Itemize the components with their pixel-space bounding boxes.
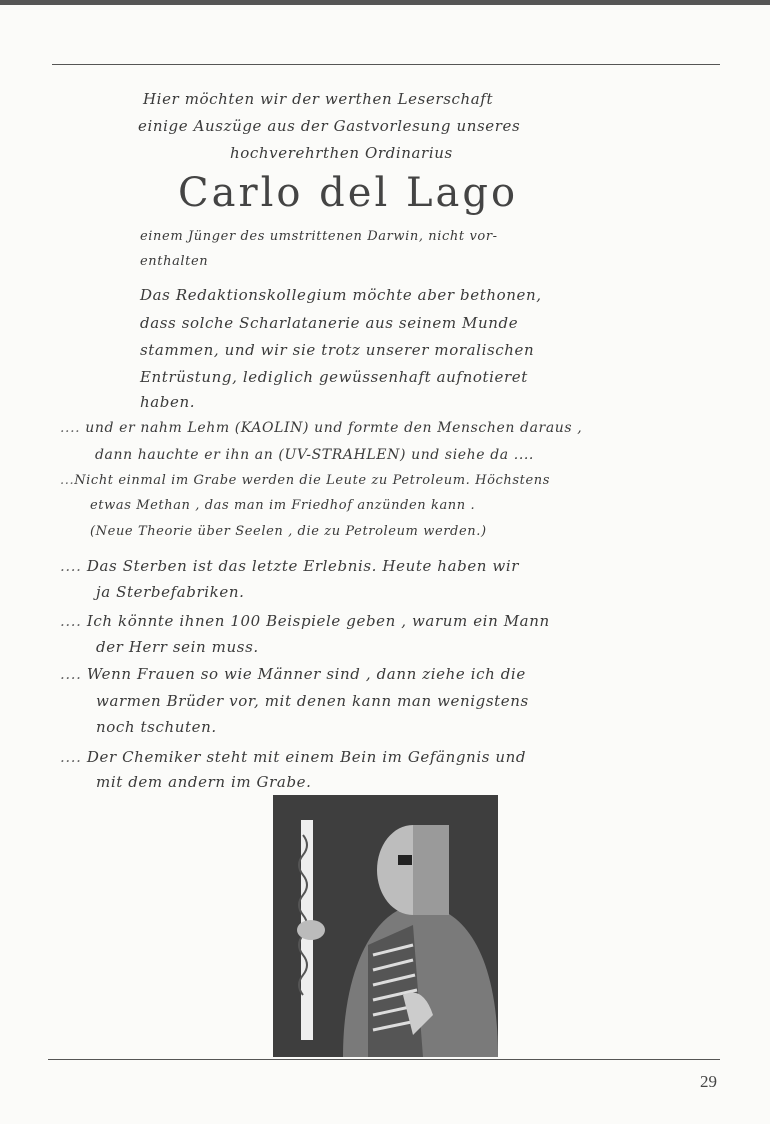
quote-line	[60, 665, 526, 683]
ellipsis: ...	[60, 473, 75, 488]
quote-line: warmen Brüder vor, mit denen kann man wenigstens	[96, 692, 529, 710]
ellipsis: ....	[60, 557, 82, 575]
quote-text: Nicht einmal im Grabe werden die Leute zu Petroleum. Höchstens	[74, 473, 551, 488]
quote-line: ja Sterbefabriken.	[96, 583, 245, 601]
body-line: dass solche Scharlatanerie aus seinem Munde	[140, 314, 519, 332]
ellipsis: ....	[60, 612, 82, 630]
intro-line: Hier möchten wir der werthen Leserschaft	[143, 90, 494, 108]
quote-line: (Neue Theorie über Seelen , die zu Petroleum werden.)	[90, 524, 487, 539]
quote-line: noch tschuten.	[96, 718, 217, 736]
body-line: stammen, und wir sie trotz unserer moralischen	[140, 341, 535, 359]
body-line: haben.	[140, 393, 196, 411]
portrait-image	[273, 795, 498, 1057]
quote-text: und er nahm Lehm (KAOLIN) und formte den Menschen daraus ,	[85, 420, 583, 436]
scan-edge	[0, 0, 770, 5]
quote-text: Der Chemiker steht mit einem Bein im Gefängnis und	[86, 748, 527, 766]
intro-line: einige Auszüge aus der Gastvorlesung unseres	[138, 117, 521, 135]
ellipsis: ....	[60, 748, 82, 766]
quote-text: Das Sterben ist das letzte Erlebnis. Heute haben wir	[86, 557, 520, 575]
article-title: Carlo del Lago	[178, 170, 519, 216]
footer-rule	[48, 1059, 720, 1060]
ellipsis: ....	[60, 665, 82, 683]
quote-text: Wenn Frauen so wie Männer sind , dann ziehe ich die	[86, 665, 526, 683]
body-line: einem Jünger des umstrittenen Darwin, nicht vor-	[140, 229, 498, 244]
quote-line	[60, 748, 526, 766]
intro-line: hochverehrthen Ordinarius	[230, 144, 453, 162]
quote-line	[60, 612, 550, 630]
quote-line: der Herr sein muss.	[96, 638, 259, 656]
quote-line	[60, 473, 550, 488]
quote-text: Ich könnte ihnen 100 Beispiele geben , warum ein Mann	[86, 612, 550, 630]
quote-line	[60, 420, 582, 436]
body-line: Das Redaktionskollegium möchte aber bethonen,	[140, 286, 542, 304]
quote-line: dann hauchte er ihn an (UV-STRAHLEN) und siehe da ....	[95, 447, 534, 463]
body-line: enthalten	[140, 254, 209, 269]
header-rule	[52, 64, 720, 65]
body-line: Entrüstung, lediglich gewüssenhaft aufnotieret	[140, 368, 528, 386]
ellipsis: ....	[60, 420, 81, 436]
quote-line: etwas Methan , das man im Friedhof anzünden kann .	[90, 498, 476, 513]
page-number: 29	[700, 1072, 717, 1091]
quote-line	[60, 557, 519, 575]
quote-line: mit dem andern im Grabe.	[96, 773, 312, 791]
